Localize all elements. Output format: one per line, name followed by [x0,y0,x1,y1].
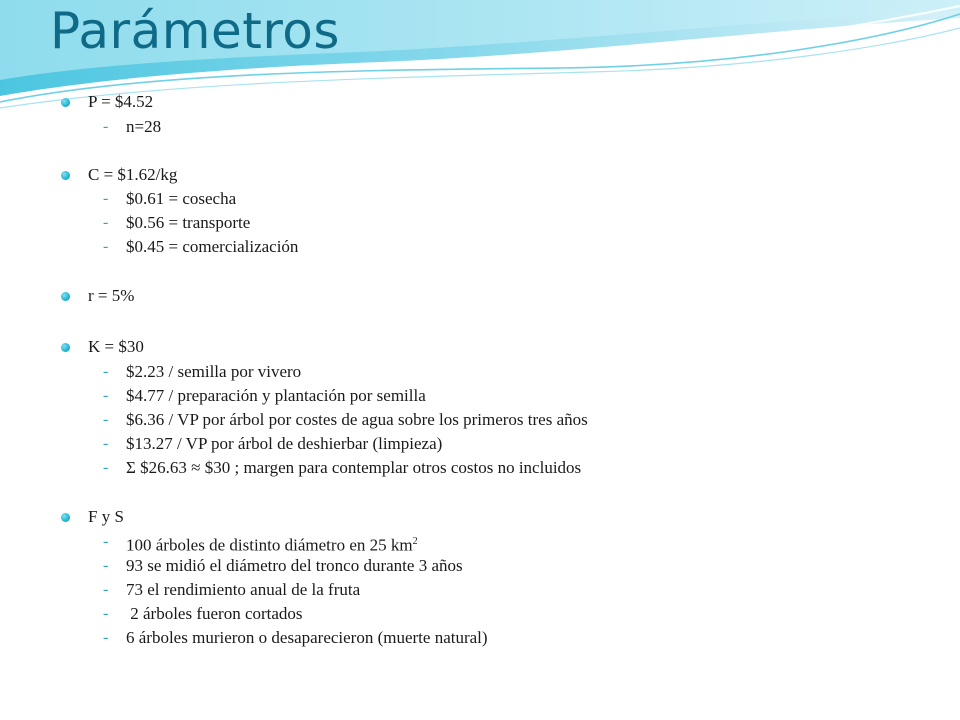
dash-icon: - [103,435,109,452]
list-item: $13.27 / VP por árbol de deshierbar (limpieza) [126,434,443,453]
list-item: $6.36 / VP por árbol por costes de agua sobre los primeros tres años [126,410,588,429]
list-item: 6 árboles murieron o desaparecieron (muerte natural) [126,628,488,647]
section-fys-label: F y S [88,507,124,526]
list-item: $2.23 / semilla por vivero [126,362,302,381]
dash-icon: - [103,533,109,550]
list-item: 73 el rendimiento anual de la fruta [126,580,361,599]
list-item: $0.56 = transporte [126,213,251,232]
list-item: 2 árboles fueron cortados [126,604,303,623]
slide-title: Parámetros [50,2,340,60]
list-item: $0.61 = cosecha [126,189,237,208]
bullet-icon [61,171,70,180]
section-c-label: C = $1.62/kg [88,165,178,184]
dash-icon: - [103,387,109,404]
list-item: Σ $26.63 ≈ $30 ; margen para contemplar otros costos no incluidos [126,458,582,477]
bullet-icon [61,98,70,107]
dash-icon: - [103,629,109,646]
dash-icon: - [103,118,109,135]
dash-icon: - [103,605,109,622]
list-item: 93 se midió el diámetro del tronco durante 3 años [126,556,463,575]
list-item-text: 100 árboles de distinto diámetro en 25 km [126,535,413,555]
list-item: n=28 [126,117,162,136]
superscript-text: 2 [412,536,418,547]
list-item: $0.45 = comercialización [126,237,299,256]
dash-icon: - [103,238,109,255]
dash-icon: - [103,459,109,476]
bullet-icon [61,292,70,301]
dash-icon: - [103,214,109,231]
section-r-label: r = 5% [88,286,135,305]
list-item [126,531,418,557]
dash-icon: - [103,190,109,207]
bullet-icon [61,343,70,352]
dash-icon: - [103,581,109,598]
section-p-label: P = $4.52 [88,92,154,111]
dash-icon: - [103,411,109,428]
section-k-label: K = $30 [88,337,144,356]
list-item: $4.77 / preparación y plantación por semilla [126,386,426,405]
bullet-icon [61,513,70,522]
dash-icon: - [103,363,109,380]
dash-icon: - [103,557,109,574]
